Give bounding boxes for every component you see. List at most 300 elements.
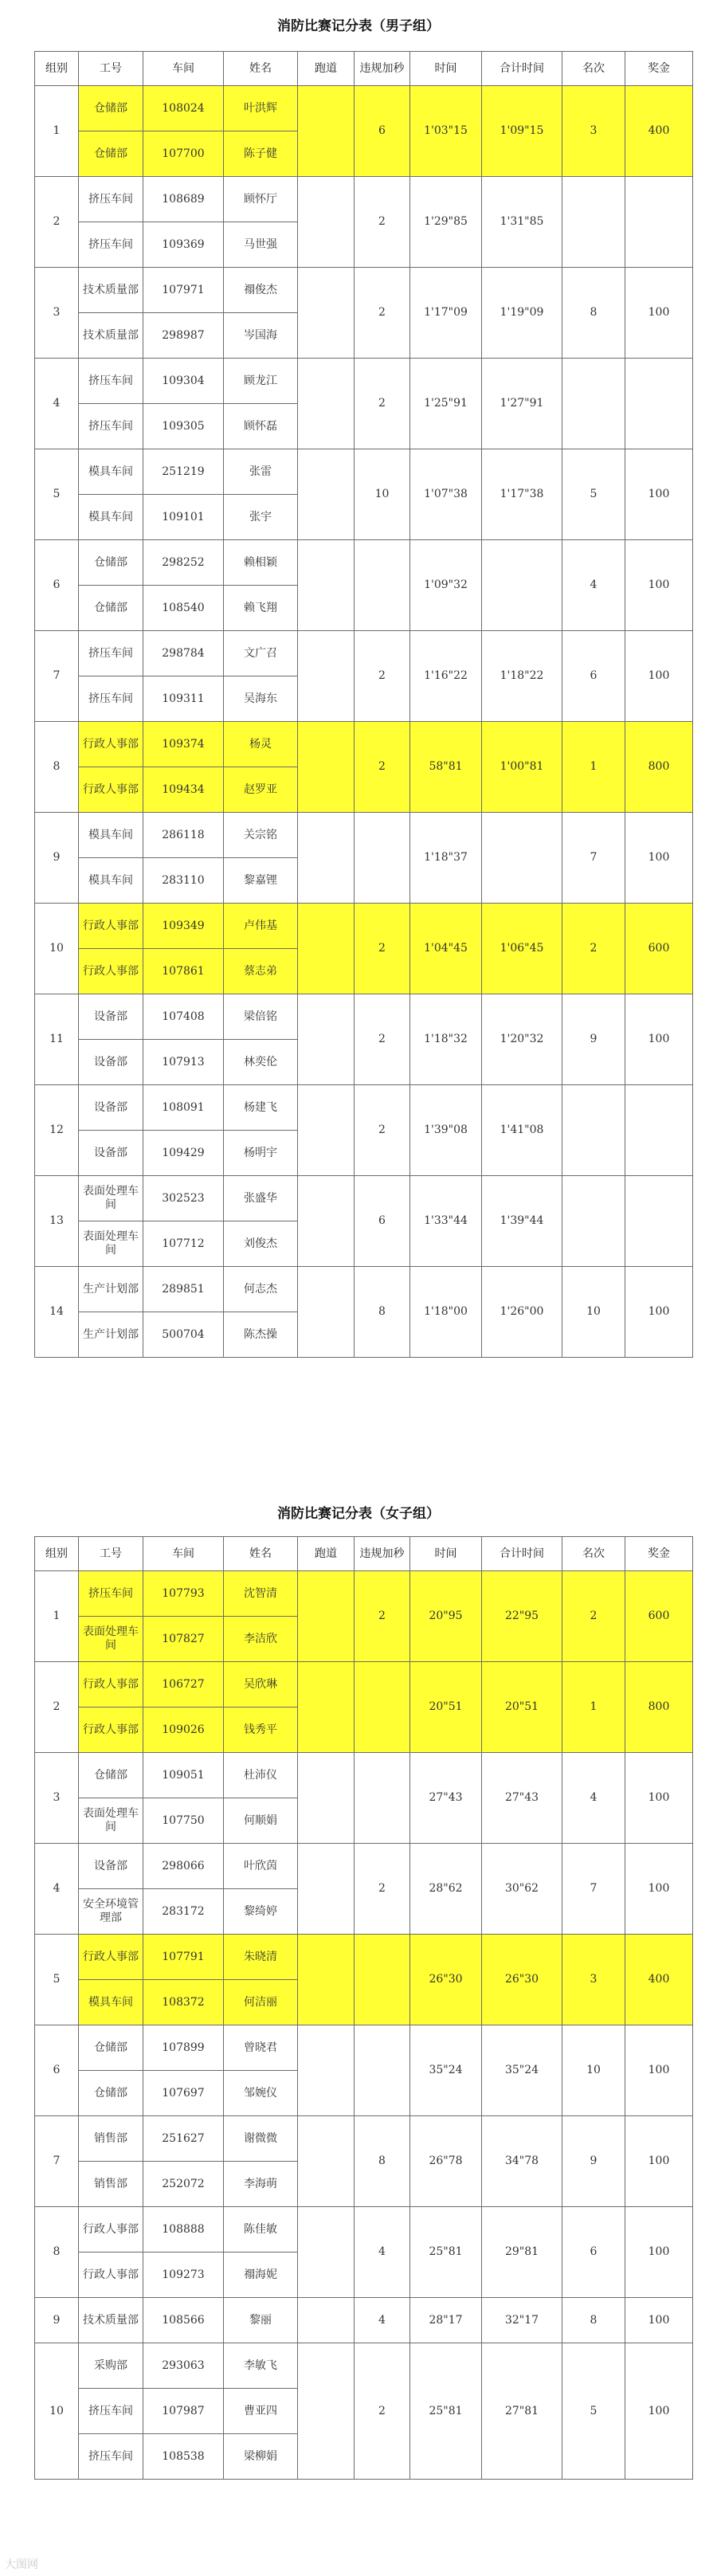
workshop-cell: 107987: [143, 2389, 224, 2434]
time-cell: 20"51: [410, 1662, 482, 1753]
header-time: 时间: [410, 52, 482, 86]
workshop-cell: 107408: [143, 994, 224, 1040]
workshop-cell: 286118: [143, 813, 224, 858]
table-row: [35, 1267, 693, 1312]
rank-cell: 8: [562, 268, 625, 359]
group-number-cell: 1: [35, 86, 79, 177]
workshop-cell: 251219: [143, 449, 224, 495]
total-time-cell: [482, 540, 562, 631]
prize-cell: 100: [625, 268, 693, 359]
penalty-cell: 2: [355, 268, 410, 359]
total-time-cell: 1'20"32: [482, 994, 562, 1085]
total-time-cell: 1'39"44: [482, 1176, 562, 1267]
name-cell: 禤海妮: [224, 2253, 298, 2298]
penalty-cell: 8: [355, 2116, 410, 2207]
lane-cell: [298, 1176, 355, 1267]
penalty-cell: [355, 813, 410, 904]
employee-id-cell: 行政人事部: [79, 1662, 143, 1708]
penalty-cell: 2: [355, 359, 410, 449]
workshop-cell: 107827: [143, 1617, 224, 1662]
group-number-cell: 2: [35, 1662, 79, 1753]
employee-id-cell: 仓储部: [79, 131, 143, 177]
time-cell: 58"81: [410, 722, 482, 813]
group-number-cell: 7: [35, 631, 79, 722]
time-cell: 1'09"32: [410, 540, 482, 631]
header-penalty: 违规加秒: [355, 1537, 410, 1571]
prize-cell: 400: [625, 1935, 693, 2025]
time-cell: 26"30: [410, 1935, 482, 2025]
table-row: [35, 2025, 693, 2071]
header-total: 合计时间: [482, 1537, 562, 1571]
prize-cell: 100: [625, 1267, 693, 1358]
lane-cell: [298, 904, 355, 994]
rank-cell: [562, 1085, 625, 1176]
workshop-cell: 109311: [143, 676, 224, 722]
total-time-cell: 27"81: [482, 2343, 562, 2480]
name-cell: 陈子健: [224, 131, 298, 177]
table-row: [35, 2298, 693, 2343]
total-time-cell: 22"95: [482, 1571, 562, 1662]
header-id: 工号: [79, 52, 143, 86]
table-row: [35, 86, 693, 131]
total-time-cell: 20"51: [482, 1662, 562, 1753]
workshop-cell: 109374: [143, 722, 224, 767]
lane-cell: [298, 540, 355, 631]
name-cell: 何洁丽: [224, 1980, 298, 2025]
name-cell: 朱晓清: [224, 1935, 298, 1980]
name-cell: 赖飞翔: [224, 586, 298, 631]
total-time-cell: 1'27"91: [482, 359, 562, 449]
workshop-cell: 283110: [143, 858, 224, 904]
name-cell: 钱秀平: [224, 1708, 298, 1753]
rank-cell: 2: [562, 904, 625, 994]
name-cell: 谢微微: [224, 2116, 298, 2162]
employee-id-cell: 采购部: [79, 2343, 143, 2389]
group-number-cell: 12: [35, 1085, 79, 1176]
name-cell: 卢伟基: [224, 904, 298, 949]
name-cell: 杨建飞: [224, 1085, 298, 1131]
workshop-cell: 107712: [143, 1221, 224, 1267]
rank-cell: 9: [562, 2116, 625, 2207]
table-row: [35, 904, 693, 949]
lane-cell: [298, 631, 355, 722]
rank-cell: 7: [562, 813, 625, 904]
name-cell: 陈佳敏: [224, 2207, 298, 2253]
rank-cell: 10: [562, 2025, 625, 2116]
name-cell: 顾怀厅: [224, 177, 298, 222]
lane-cell: [298, 722, 355, 813]
employee-id-cell: 设备部: [79, 1844, 143, 1889]
workshop-cell: 108372: [143, 1980, 224, 2025]
workshop-cell: 107697: [143, 2071, 224, 2116]
total-time-cell: 1'26"00: [482, 1267, 562, 1358]
women-score-table: [34, 1536, 693, 2480]
lane-cell: [298, 2116, 355, 2207]
employee-id-cell: 挤压车间: [79, 631, 143, 676]
name-cell: 关宗铭: [224, 813, 298, 858]
time-cell: 20"95: [410, 1571, 482, 1662]
workshop-cell: 283172: [143, 1889, 224, 1935]
prize-cell: 600: [625, 1571, 693, 1662]
table-row: [35, 268, 693, 313]
employee-id-cell: 模具车间: [79, 1980, 143, 2025]
table-row: [35, 2343, 693, 2389]
table-row: [35, 2207, 693, 2253]
lane-cell: [298, 2025, 355, 2116]
penalty-cell: 2: [355, 722, 410, 813]
total-time-cell: 1'19"09: [482, 268, 562, 359]
workshop-cell: 108091: [143, 1085, 224, 1131]
time-cell: 26"78: [410, 2116, 482, 2207]
group-number-cell: 5: [35, 449, 79, 540]
name-cell: 沈智清: [224, 1571, 298, 1617]
header-total: 合计时间: [482, 52, 562, 86]
table-row: [35, 177, 693, 222]
watermark-text: 大图网: [5, 2558, 38, 2571]
rank-cell: [562, 359, 625, 449]
employee-id-cell: 模具车间: [79, 858, 143, 904]
group-number-cell: 2: [35, 177, 79, 268]
time-cell: 25"81: [410, 2343, 482, 2480]
total-time-cell: 1'09"15: [482, 86, 562, 177]
prize-cell: 100: [625, 813, 693, 904]
lane-cell: [298, 2343, 355, 2480]
table-row: [35, 359, 693, 404]
header-name: 姓名: [224, 1537, 298, 1571]
penalty-cell: 6: [355, 86, 410, 177]
rank-cell: 3: [562, 1935, 625, 2025]
workshop-cell: 298784: [143, 631, 224, 676]
workshop-cell: 109429: [143, 1131, 224, 1176]
time-cell: 1'33"44: [410, 1176, 482, 1267]
workshop-cell: 107791: [143, 1935, 224, 1980]
employee-id-cell: 模具车间: [79, 495, 143, 540]
group-number-cell: 6: [35, 2025, 79, 2116]
name-cell: 叶欣茵: [224, 1844, 298, 1889]
penalty-cell: 10: [355, 449, 410, 540]
employee-id-cell: 行政人事部: [79, 1935, 143, 1980]
time-cell: 1'25"91: [410, 359, 482, 449]
employee-id-cell: 行政人事部: [79, 2253, 143, 2298]
prize-cell: 400: [625, 86, 693, 177]
total-time-cell: 29"81: [482, 2207, 562, 2298]
employee-id-cell: 挤压车间: [79, 222, 143, 268]
total-time-cell: 1'31"85: [482, 177, 562, 268]
total-time-cell: 1'18"22: [482, 631, 562, 722]
employee-id-cell: 表面处理车间: [79, 1176, 143, 1221]
employee-id-cell: 设备部: [79, 1040, 143, 1085]
time-cell: 28"17: [410, 2298, 482, 2343]
name-cell: 梁柳娟: [224, 2434, 298, 2480]
group-number-cell: 5: [35, 1935, 79, 2025]
header-rank: 名次: [562, 1537, 625, 1571]
table-row: [35, 1085, 693, 1131]
employee-id-cell: 生产计划部: [79, 1267, 143, 1312]
name-cell: 杜沛仪: [224, 1753, 298, 1798]
table-row: [35, 1176, 693, 1221]
header-lane: 跑道: [298, 52, 355, 86]
prize-cell: 600: [625, 904, 693, 994]
name-cell: 李敏飞: [224, 2343, 298, 2389]
workshop-cell: 500704: [143, 1312, 224, 1358]
employee-id-cell: 设备部: [79, 994, 143, 1040]
workshop-cell: 109369: [143, 222, 224, 268]
time-cell: 1'29"85: [410, 177, 482, 268]
time-cell: 1'16"22: [410, 631, 482, 722]
lane-cell: [298, 359, 355, 449]
header-workshop: 车间: [143, 1537, 224, 1571]
employee-id-cell: 挤压车间: [79, 676, 143, 722]
name-cell: 李洁欣: [224, 1617, 298, 1662]
name-cell: 马世强: [224, 222, 298, 268]
time-cell: 35"24: [410, 2025, 482, 2116]
rank-cell: 7: [562, 1844, 625, 1935]
header-name: 姓名: [224, 52, 298, 86]
lane-cell: [298, 1844, 355, 1935]
header-prize: 奖金: [625, 52, 693, 86]
employee-id-cell: 行政人事部: [79, 949, 143, 994]
prize-cell: 800: [625, 722, 693, 813]
penalty-cell: 2: [355, 1085, 410, 1176]
header-rank: 名次: [562, 52, 625, 86]
table-row: [35, 1571, 693, 1617]
total-time-cell: 35"24: [482, 2025, 562, 2116]
header-prize: 奖金: [625, 1537, 693, 1571]
workshop-cell: 107700: [143, 131, 224, 177]
employee-id-cell: 表面处理车间: [79, 1798, 143, 1844]
penalty-cell: 2: [355, 1844, 410, 1935]
employee-id-cell: 销售部: [79, 2162, 143, 2207]
rank-cell: 8: [562, 2298, 625, 2343]
name-cell: 文广召: [224, 631, 298, 676]
employee-id-cell: 仓储部: [79, 86, 143, 131]
prize-cell: 100: [625, 2207, 693, 2298]
employee-id-cell: 模具车间: [79, 813, 143, 858]
prize-cell: [625, 177, 693, 268]
employee-id-cell: 挤压车间: [79, 177, 143, 222]
group-number-cell: 8: [35, 722, 79, 813]
prize-cell: [625, 1085, 693, 1176]
group-number-cell: 10: [35, 2343, 79, 2480]
workshop-cell: 107793: [143, 1571, 224, 1617]
rank-cell: 1: [562, 722, 625, 813]
group-number-cell: 4: [35, 1844, 79, 1935]
penalty-cell: 2: [355, 904, 410, 994]
prize-cell: [625, 1176, 693, 1267]
name-cell: 杨明宇: [224, 1131, 298, 1176]
table-row: [35, 1844, 693, 1889]
lane-cell: [298, 1571, 355, 1662]
header-lane: 跑道: [298, 1537, 355, 1571]
total-time-cell: 1'00"81: [482, 722, 562, 813]
total-time-cell: 1'06"45: [482, 904, 562, 994]
employee-id-cell: 仓储部: [79, 540, 143, 586]
employee-id-cell: 挤压车间: [79, 2434, 143, 2480]
name-cell: 禤俊杰: [224, 268, 298, 313]
rank-cell: 4: [562, 1753, 625, 1844]
name-cell: 黎嘉锂: [224, 858, 298, 904]
lane-cell: [298, 2298, 355, 2343]
women-table-title: 消防比赛记分表（女子组）: [277, 1506, 440, 1522]
employee-id-cell: 仓储部: [79, 2071, 143, 2116]
prize-cell: 100: [625, 2298, 693, 2343]
employee-id-cell: 行政人事部: [79, 1708, 143, 1753]
employee-id-cell: 行政人事部: [79, 2207, 143, 2253]
rank-cell: 2: [562, 1571, 625, 1662]
employee-id-cell: 表面处理车间: [79, 1617, 143, 1662]
penalty-cell: 6: [355, 1176, 410, 1267]
lane-cell: [298, 177, 355, 268]
prize-cell: 100: [625, 2116, 693, 2207]
men-table-body: [35, 86, 693, 1358]
name-cell: 何志杰: [224, 1267, 298, 1312]
penalty-cell: [355, 1753, 410, 1844]
workshop-cell: 293063: [143, 2343, 224, 2389]
workshop-cell: 251627: [143, 2116, 224, 2162]
time-cell: 1'18"37: [410, 813, 482, 904]
header-group: 组别: [35, 52, 79, 86]
rank-cell: 5: [562, 2343, 625, 2480]
employee-id-cell: 挤压车间: [79, 404, 143, 449]
total-time-cell: 27"43: [482, 1753, 562, 1844]
prize-cell: [625, 359, 693, 449]
employee-id-cell: 行政人事部: [79, 767, 143, 813]
name-cell: 刘俊杰: [224, 1221, 298, 1267]
time-cell: 1'03"15: [410, 86, 482, 177]
workshop-cell: 108024: [143, 86, 224, 131]
workshop-cell: 109434: [143, 767, 224, 813]
penalty-cell: [355, 2025, 410, 2116]
employee-id-cell: 技术质量部: [79, 2298, 143, 2343]
rank-cell: 3: [562, 86, 625, 177]
employee-id-cell: 销售部: [79, 2116, 143, 2162]
penalty-cell: [355, 1935, 410, 2025]
name-cell: 蔡志弟: [224, 949, 298, 994]
employee-id-cell: 设备部: [79, 1131, 143, 1176]
name-cell: 梁倍铭: [224, 994, 298, 1040]
name-cell: 李海萌: [224, 2162, 298, 2207]
employee-id-cell: 技术质量部: [79, 268, 143, 313]
name-cell: 黎绮婷: [224, 1889, 298, 1935]
total-time-cell: [482, 813, 562, 904]
group-number-cell: 11: [35, 994, 79, 1085]
total-time-cell: 34"78: [482, 2116, 562, 2207]
header-penalty: 违规加秒: [355, 52, 410, 86]
time-cell: 28"62: [410, 1844, 482, 1935]
workshop-cell: 107971: [143, 268, 224, 313]
employee-id-cell: 表面处理车间: [79, 1221, 143, 1267]
group-number-cell: 10: [35, 904, 79, 994]
women-table-body: [35, 1571, 693, 2480]
lane-cell: [298, 86, 355, 177]
name-cell: 顾龙江: [224, 359, 298, 404]
name-cell: 张雷: [224, 449, 298, 495]
penalty-cell: 2: [355, 994, 410, 1085]
employee-id-cell: 设备部: [79, 1085, 143, 1131]
time-cell: 1'18"32: [410, 994, 482, 1085]
time-cell: 1'17"09: [410, 268, 482, 359]
workshop-cell: 108540: [143, 586, 224, 631]
name-cell: 何顺娟: [224, 1798, 298, 1844]
penalty-cell: 8: [355, 1267, 410, 1358]
lane-cell: [298, 994, 355, 1085]
total-time-cell: 1'41"08: [482, 1085, 562, 1176]
employee-id-cell: 挤压车间: [79, 359, 143, 404]
lane-cell: [298, 1662, 355, 1753]
prize-cell: 800: [625, 1662, 693, 1753]
header-time: 时间: [410, 1537, 482, 1571]
men-header-row: [35, 52, 693, 86]
group-number-cell: 1: [35, 1571, 79, 1662]
name-cell: 张盛华: [224, 1176, 298, 1221]
workshop-cell: 107913: [143, 1040, 224, 1085]
time-cell: 27"43: [410, 1753, 482, 1844]
workshop-cell: 302523: [143, 1176, 224, 1221]
lane-cell: [298, 1085, 355, 1176]
employee-id-cell: 仓储部: [79, 2025, 143, 2071]
workshop-cell: 298987: [143, 313, 224, 359]
group-number-cell: 14: [35, 1267, 79, 1358]
name-cell: 曾晓君: [224, 2025, 298, 2071]
time-cell: 25"81: [410, 2207, 482, 2298]
penalty-cell: 4: [355, 2207, 410, 2298]
name-cell: 杨灵: [224, 722, 298, 767]
workshop-cell: 252072: [143, 2162, 224, 2207]
time-cell: 1'18"00: [410, 1267, 482, 1358]
name-cell: 林奕伦: [224, 1040, 298, 1085]
rank-cell: [562, 177, 625, 268]
name-cell: 赵罗亚: [224, 767, 298, 813]
table-row: [35, 1753, 693, 1798]
group-number-cell: 4: [35, 359, 79, 449]
penalty-cell: 2: [355, 631, 410, 722]
workshop-cell: 108538: [143, 2434, 224, 2480]
workshop-cell: 106727: [143, 1662, 224, 1708]
header-id: 工号: [79, 1537, 143, 1571]
penalty-cell: 2: [355, 2343, 410, 2480]
rank-cell: 6: [562, 631, 625, 722]
lane-cell: [298, 813, 355, 904]
penalty-cell: [355, 1662, 410, 1753]
men-table-title: 消防比赛记分表（男子组）: [277, 18, 440, 34]
penalty-cell: 2: [355, 177, 410, 268]
group-number-cell: 9: [35, 813, 79, 904]
table-row: [35, 813, 693, 858]
rank-cell: [562, 1176, 625, 1267]
penalty-cell: 2: [355, 1571, 410, 1662]
women-header-row: [35, 1537, 693, 1571]
name-cell: 曹亚四: [224, 2389, 298, 2434]
name-cell: 岑国海: [224, 313, 298, 359]
rank-cell: 4: [562, 540, 625, 631]
name-cell: 吴欣琳: [224, 1662, 298, 1708]
employee-id-cell: 生产计划部: [79, 1312, 143, 1358]
employee-id-cell: 仓储部: [79, 586, 143, 631]
workshop-cell: 109026: [143, 1708, 224, 1753]
table-row: [35, 540, 693, 586]
lane-cell: [298, 2207, 355, 2298]
workshop-cell: 108888: [143, 2207, 224, 2253]
total-time-cell: 1'17"38: [482, 449, 562, 540]
name-cell: 邹婉仪: [224, 2071, 298, 2116]
workshop-cell: 108566: [143, 2298, 224, 2343]
prize-cell: 100: [625, 540, 693, 631]
total-time-cell: 30"62: [482, 1844, 562, 1935]
name-cell: 叶洪辉: [224, 86, 298, 131]
table-row: [35, 449, 693, 495]
lane-cell: [298, 268, 355, 359]
rank-cell: 6: [562, 2207, 625, 2298]
